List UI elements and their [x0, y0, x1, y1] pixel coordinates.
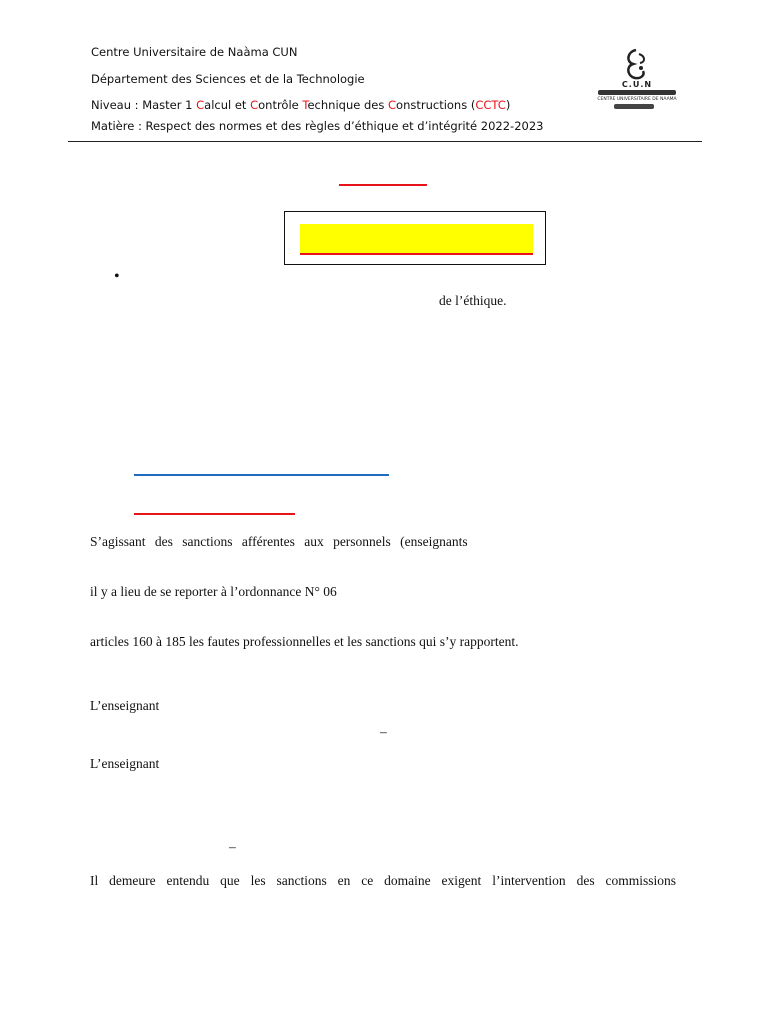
paragraph-ordinance: il y a lieu de se reporter à l’ordonnance N° 06 [90, 584, 337, 599]
level-prefix: Niveau : Master 1 [91, 98, 197, 112]
level-initial-c2: C [250, 98, 259, 112]
level-word-1: alcul et [204, 98, 251, 112]
institution-name: Centre Universitaire de Naàma CUN [91, 45, 298, 59]
paragraph-articles: articles 160 à 185 les fautes professionnelles et les sanctions qui s’y rapportent. [90, 634, 519, 649]
level-suffix: ) [505, 98, 511, 112]
ethics-line-end: de l’éthique. [439, 293, 507, 308]
logo-arabic-band [598, 90, 676, 95]
level-line [91, 98, 510, 112]
highlighted-title [300, 224, 533, 255]
bullet-marker: • [114, 268, 120, 285]
level-word-4: onstructions ( [396, 98, 476, 112]
level-initial-c1: C [196, 98, 205, 112]
title-underline [339, 184, 427, 186]
subject-line: Matière : Respect des normes et des règles d’éthique et d’intégrité 2022-2023 [91, 119, 544, 133]
dash-1: – [380, 724, 387, 739]
department-name: Département des Sciences et de la Technologie [91, 72, 365, 86]
level-initial-t: T [302, 98, 308, 112]
logo-emblem-icon [621, 48, 651, 82]
section-heading-underline-red [134, 513, 295, 515]
logo-arabic-band-2 [614, 104, 654, 109]
section-heading-underline-blue [134, 474, 389, 476]
paragraph-sanctions: S’agissant des sanctions afférentes aux personnels (enseignants [90, 534, 468, 549]
header-divider [68, 141, 702, 142]
teacher-label-2: L’enseignant [90, 756, 160, 771]
dash-2: – [229, 839, 236, 854]
title-box [284, 211, 546, 265]
logo-subtext: CENTRE UNIVERSITAIRE DE NAAMA [597, 97, 677, 102]
logo-text: C.U.N [621, 80, 653, 89]
level-acronym: CCTC [475, 98, 506, 112]
level-word-2: ontrôle [258, 98, 303, 112]
teacher-label-1: L’enseignant [90, 698, 160, 713]
level-word-3: echnique des [307, 98, 388, 112]
paragraph-commissions: Il demeure entendu que les sanctions en ce domaine exigent l’intervention des commissions [90, 873, 676, 888]
level-initial-c3: C [388, 98, 397, 112]
university-logo [594, 46, 680, 112]
